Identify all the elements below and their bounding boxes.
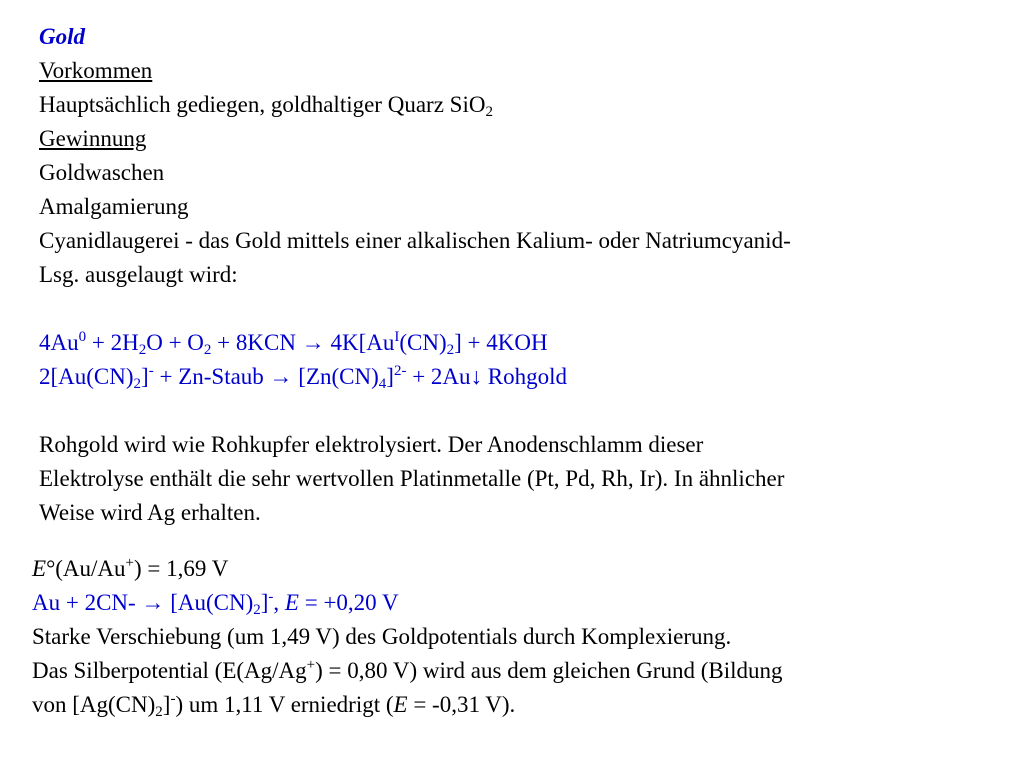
eq-part: Au + 2CN- → [Au(CN) [32, 590, 254, 615]
eq-sub: 2 [133, 376, 142, 392]
eq-part: , [273, 590, 285, 615]
eq-part: ] [162, 692, 171, 717]
eq-part: O + O [146, 330, 204, 355]
silber-text [32, 654, 783, 688]
eq-part: ] [260, 590, 269, 615]
eq-part: + 2Au↓ Rohgold [406, 364, 568, 389]
gewinnung-item: Amalgamierung [39, 194, 189, 219]
gewinnung-item: Goldwaschen [39, 160, 165, 185]
rohgold-text: Weise wird Ag erhalten. [39, 500, 261, 525]
eq-part: = -0,31 V). [407, 692, 516, 717]
eq-part: (CN) [399, 330, 447, 355]
eq-part: ) = 1,69 V [134, 556, 229, 581]
eq-part: ) um 1,11 V erniedrigt ( [175, 692, 394, 717]
eq-sub: 4 [378, 376, 387, 392]
eq-sub: 2 [138, 342, 147, 358]
cyanid-text: Cyanidlaugerei - das Gold mittels einer alkalischen Kalium- oder Natriumcyanid- [39, 228, 791, 253]
vorkommen-sub: 2 [485, 104, 493, 120]
eq-sub: 2 [155, 704, 163, 720]
eq-part: ] [386, 364, 394, 389]
e-symbol: E [32, 556, 47, 581]
eq-sup: 0 [78, 329, 87, 345]
vorkommen-main: Hauptsächlich gediegen, goldhaltiger Quarz SiO [39, 92, 486, 117]
eq-sub: 2 [203, 342, 212, 358]
eq-part: Das Silberpotential (E(Ag/Ag [32, 658, 307, 683]
eq-sup: - [268, 589, 274, 605]
page-title: Gold [39, 24, 85, 49]
eq-sub: 2 [446, 342, 455, 358]
rohgold-text: Rohgold wird wie Rohkupfer elektrolysiert. Der Anodenschlamm dieser [39, 432, 704, 457]
eq-sub: 2 [253, 602, 261, 618]
eq-sup: I [394, 329, 400, 345]
eq-part: + 2H [86, 330, 139, 355]
eq-part: ) = 0,80 V) wird aus dem gleichen Grund (Bildung [315, 658, 783, 683]
heading-gewinnung: Gewinnung [39, 126, 147, 151]
gold-section [39, 20, 791, 530]
verschiebung-text: Starke Verschiebung (um 1,49 V) des Goldpotentials durch Komplexierung. [32, 624, 732, 649]
eq-part: + Zn-Staub → [Zn(CN) [153, 364, 379, 389]
eq-sup: + [306, 657, 316, 673]
vorkommen-text [39, 88, 791, 122]
equation-cyanid [39, 326, 791, 360]
cyanid-text: Lsg. ausgelaugt wird: [39, 262, 238, 287]
eq-sup: + [125, 555, 134, 571]
e-symbol: E [393, 692, 408, 717]
eq-part: + 8KCN → 4K[Au [211, 330, 395, 355]
silber-text [32, 688, 783, 722]
eq-part: = +0,20 V [298, 590, 399, 615]
eq-part: von [Ag(CN) [32, 692, 156, 717]
eq-sup: 2- [393, 363, 407, 379]
potential-section [32, 552, 783, 722]
eq-sup: - [170, 691, 176, 707]
eq-part: ] + 4KOH [454, 330, 548, 355]
equation-zinc [39, 360, 791, 394]
eq-part: ] [141, 364, 149, 389]
spacer [39, 394, 791, 428]
eq-part: 4Au [39, 330, 79, 355]
e-symbol: E [284, 590, 299, 615]
spacer [39, 292, 791, 326]
eq-part: °(Au/Au [46, 556, 126, 581]
eq-part: 2[Au(CN) [39, 364, 134, 389]
eq-sup: - [148, 363, 154, 379]
rohgold-text: Elektrolyse enthält die sehr wertvollen Platinmetalle (Pt, Pd, Rh, Ir). In ähnlicher [39, 466, 785, 491]
equation-complex [32, 586, 783, 620]
standard-potential [32, 552, 783, 586]
heading-vorkommen: Vorkommen [39, 58, 153, 83]
